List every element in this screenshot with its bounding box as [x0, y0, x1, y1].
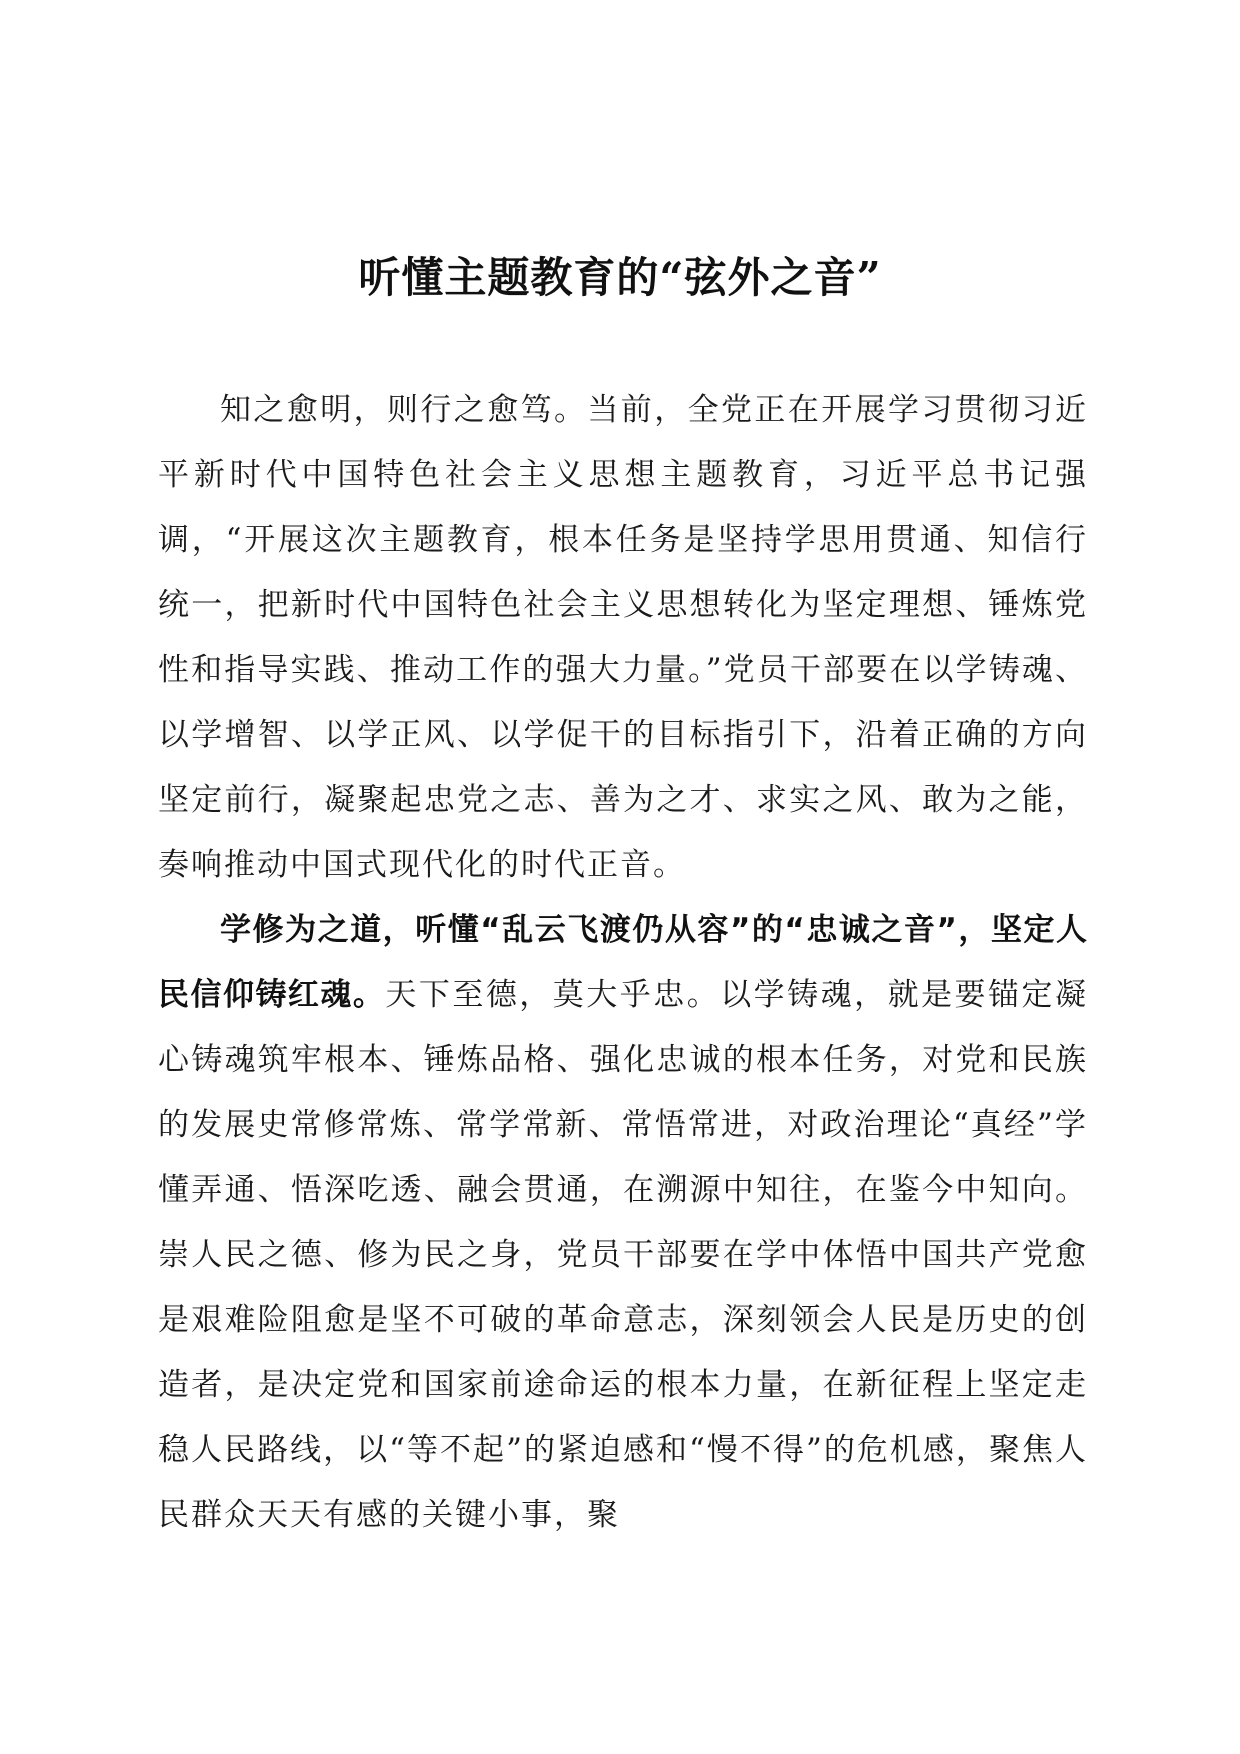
- paragraph-1: [158, 378, 1088, 898]
- paragraph-2-text: 天下至德，莫大乎忠。以学铸魂，就是要锚定凝心铸魂筑牢根本、锤炼品格、强化忠诚的根本任务，对党和民族的发展史常修常炼、常学常新、常悟常进，对政治理论“真经”学懂弄通、悟深吃透、融会贯通，在溯源中知往，在鉴今中知向。崇人民之德、修为民之身，党员干部要在学中体悟中国共产党愈是艰难险阻愈是坚不可破的革命意志，深刻领会人民是历史的创造者，是决定党和国家前途命运的根本力量，在新征程上坚定走稳人民路线，以“等不起”的紧迫感和“慢不得”的危机感，聚焦人民群众天天有感的关键小事，聚: [158, 977, 1089, 1533]
- paragraph-2-lead: 学修为之道，听懂“乱云飞渡仍从容”的“忠诚之音”，坚定人民信仰铸红魂。: [158, 912, 1088, 1013]
- document-body: [158, 378, 1088, 1548]
- paragraph-1-text: 知之愈明，则行之愈笃。当前，全党正在开展学习贯彻习近平新时代中国特色社会主义思想主题教育，习近平总书记强调，“开展这次主题教育，根本任务是坚持学思用贯通、知信行统一，把新时代中国特色社会主义思想转化为坚定理想、锤炼党性和指导实践、推动工作的强大力量。”党员干部要在以学铸魂、以学增智、以学正风、以学促干的目标指引下，沿着正确的方向坚定前行，凝聚起忠党之志、善为之才、求实之风、敢为之能，奏响推动中国式现代化的时代正音。: [158, 392, 1088, 883]
- paragraph-2: [158, 898, 1088, 1548]
- page-title: 听懂主题教育的“弦外之音”: [358, 253, 882, 302]
